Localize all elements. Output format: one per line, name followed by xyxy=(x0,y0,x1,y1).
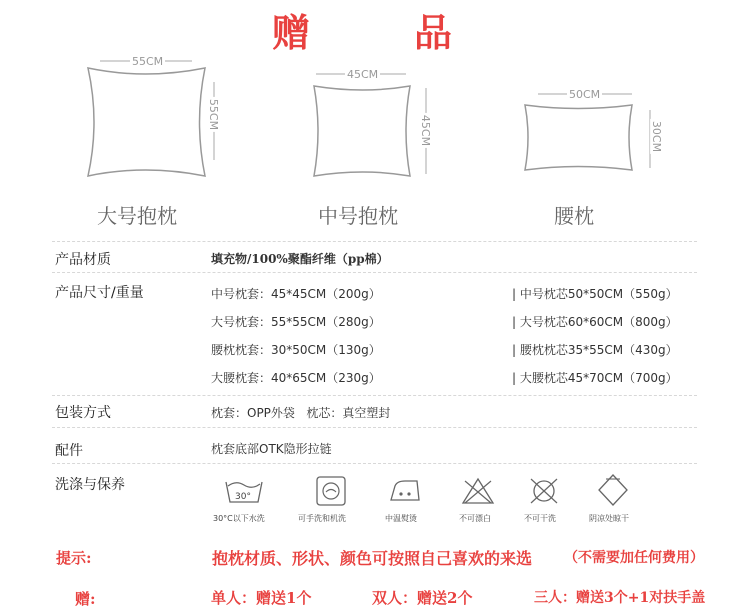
packing-label: 包装方式 xyxy=(55,405,111,421)
lumbar-pillow-width: 50CM xyxy=(569,88,601,101)
large-pillow-height: 55CM xyxy=(207,98,221,131)
cover-size-1: 中号枕套：45*45CM（200g） xyxy=(211,287,381,301)
no-bleach-icon xyxy=(461,477,495,505)
gift-label: 赠: xyxy=(75,590,96,608)
divider xyxy=(52,463,697,464)
parts-label: 配件 xyxy=(55,443,83,459)
divider xyxy=(52,395,697,396)
core-size-3: | 腰枕枕芯35*55CM（430g） xyxy=(512,343,678,357)
lumbar-pillow-name: 腰枕 xyxy=(554,204,594,228)
care-label-4: 不可漂白 xyxy=(459,514,491,523)
care-label-6: 阴凉处晾干 xyxy=(589,514,629,523)
lumbar-pillow-drawing xyxy=(520,100,670,180)
material-label: 产品材质 xyxy=(55,252,111,268)
material-value: 填充物/100%聚酯纤维（pp棉） xyxy=(211,252,389,266)
gift-double: 双人：赠送2个 xyxy=(372,589,473,607)
care-label-5: 不可干洗 xyxy=(524,514,556,523)
divider xyxy=(52,272,697,273)
care-label-1: 30°C以下水洗 xyxy=(213,514,265,523)
hand-wash-icon xyxy=(315,475,347,507)
packing-value: 枕套：OPP外袋 枕芯：真空塑封 xyxy=(211,406,391,420)
iron-medium-icon xyxy=(387,478,423,504)
shade-dry-icon xyxy=(597,473,629,507)
care-label-2: 可手洗和机洗 xyxy=(298,514,346,523)
notice-text: 抱枕材质、形状、颜色可按照自己喜欢的来选 xyxy=(212,549,533,568)
gift-single: 单人：赠送1个 xyxy=(211,589,312,607)
gift-triple: 三人：赠送3个+1对扶手盖 xyxy=(534,590,706,606)
lumbar-pillow-height: 30CM xyxy=(650,120,664,153)
care-row-label: 洗涤与保养 xyxy=(55,477,125,493)
core-size-1: | 中号枕芯50*50CM（550g） xyxy=(512,287,678,301)
divider xyxy=(52,427,697,428)
cover-size-3: 腰枕枕套：30*50CM（130g） xyxy=(211,343,381,357)
medium-pillow-width: 45CM xyxy=(347,68,379,81)
large-pillow-name: 大号抱枕 xyxy=(97,204,177,228)
divider xyxy=(52,241,697,242)
no-tumble-dry-icon xyxy=(528,476,560,506)
care-label-3: 中温熨烫 xyxy=(385,514,417,523)
notice-note: （不需要加任何费用） xyxy=(564,550,704,566)
cover-size-2: 大号枕套：55*55CM（280g） xyxy=(211,315,381,329)
large-pillow-drawing xyxy=(80,60,220,185)
size-label: 产品尺寸/重量 xyxy=(55,285,144,301)
header-char-1: 赠 xyxy=(272,10,313,55)
medium-pillow-height: 45CM xyxy=(419,114,433,147)
parts-value: 枕套底部OTK隐形拉链 xyxy=(211,442,332,456)
core-size-4: | 大腰枕芯45*70CM（700g） xyxy=(512,371,678,385)
cover-size-4: 大腰枕套：40*65CM（230g） xyxy=(211,371,381,385)
notice-label: 提示: xyxy=(56,549,92,567)
wash-30-icon xyxy=(224,476,264,506)
medium-pillow-name: 中号抱枕 xyxy=(318,204,398,228)
header-char-2: 品 xyxy=(414,10,455,55)
core-size-2: | 大号枕芯60*60CM（800g） xyxy=(512,315,678,329)
svg-text:30°: 30° xyxy=(235,492,251,502)
large-pillow-width: 55CM xyxy=(132,55,164,68)
